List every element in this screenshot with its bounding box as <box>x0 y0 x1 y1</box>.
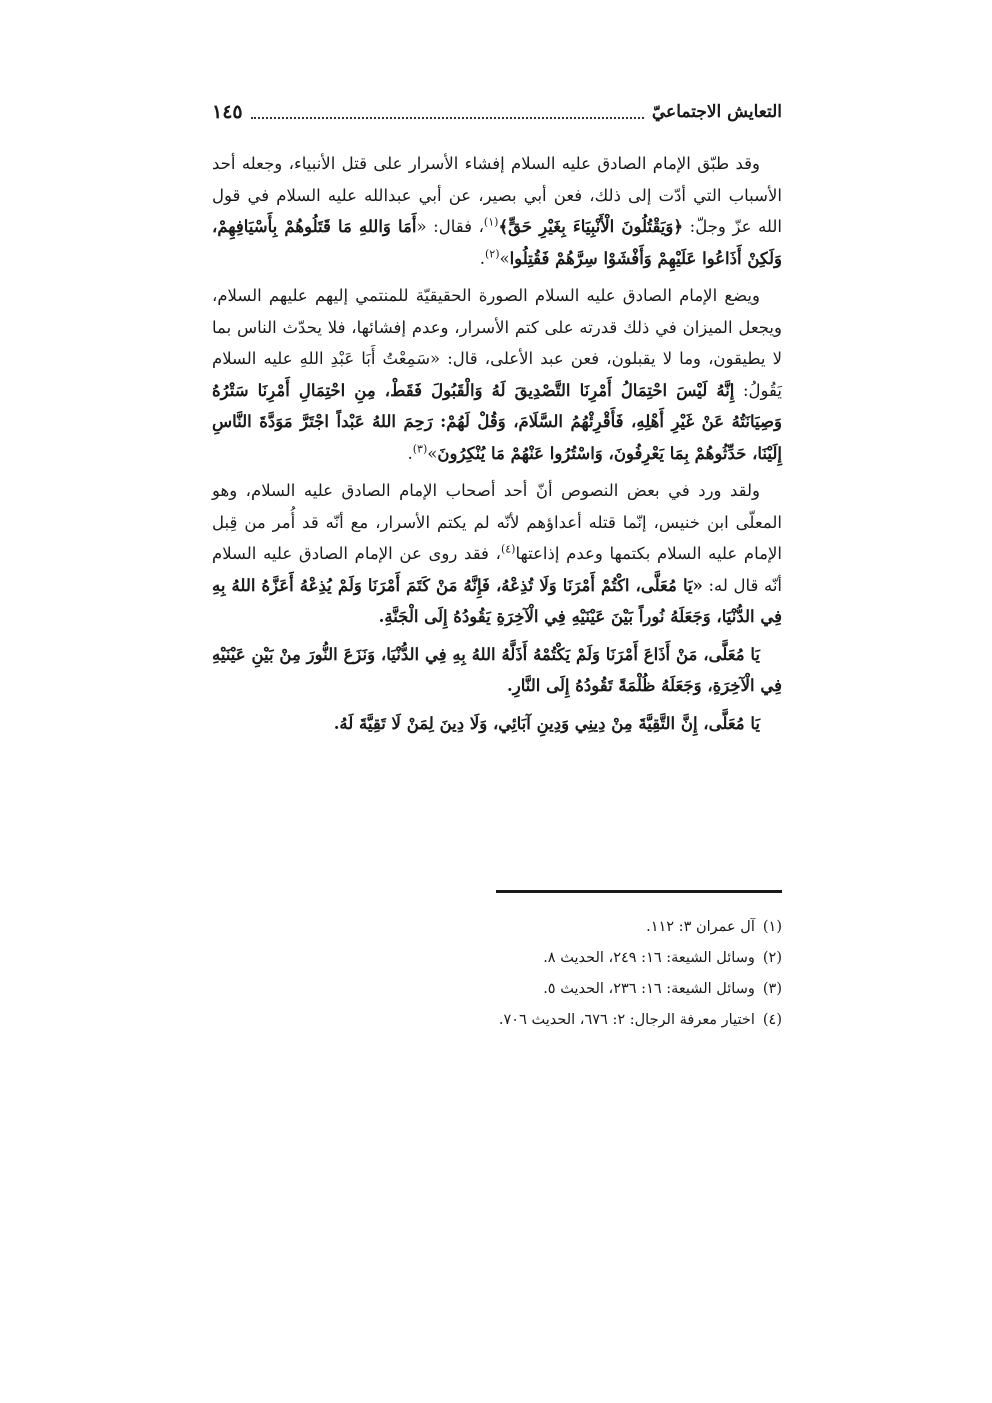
footnote-number: (١) <box>762 919 782 935</box>
hadith-quote: يَا مُعَلَّى، مَنْ أَذَاعَ أَمْرَنَا وَلَمْ يَكْتُمْهُ أَذَلَّهُ اللهُ بِهِ فِي الدُّنْيَا، وَنَزَعَ النُّورَ مِنْ بَيْنِ عَيْنَيْهِ فِي الْآخِرَةِ، وَجَعَلَهُ ظُلْمَةً تَقُودُهُ إِلَى النَّارِ. <box>212 644 782 695</box>
footnote-separator <box>496 890 782 893</box>
footnotes <box>212 912 782 1036</box>
hadith-quote: يَا مُعَلَّى، إِنَّ التَّقِيَّةَ مِنْ دِينِي وَدِينِ آبَائِي، وَلَا دِينَ لِمَنْ لَا تَقِيَّةَ لَهُ. <box>333 713 760 733</box>
paragraph-3 <box>212 475 782 633</box>
paragraph-1 <box>212 148 782 274</box>
footnote-ref-4: (٤) <box>500 542 516 556</box>
footnote-item <box>212 974 782 1005</box>
footnote-number: (٤) <box>762 1012 782 1028</box>
hadith-quote: إِنَّهُ لَيْسَ احْتِمَالُ أَمْرِنَا التَّصْدِيقَ لَهُ وَالْقَبُولَ فَقَطْ، مِنِ احْتِمَالِ أَمْرِنَا سَتْرُهُ وَصِيَانَتُهُ عَنْ غَيْرِ أَهْلِهِ، فَأَقْرِئْهُمُ السَّلَامَ، وَقُلْ لَهُمْ: رَحِمَ اللهُ عَبْداً اجْتَرَّ مَوَدَّةَ النَّاسِ إِلَيْنَا، حَدِّثُوهُمْ بِمَا يَعْرِفُونَ، وَاسْتُرُوا عَنْهُمْ مَا يُنْكِرُونَ <box>212 380 782 463</box>
paragraph-end: . <box>479 248 485 268</box>
quote-close: » <box>427 443 438 463</box>
footnote-item <box>212 1005 782 1036</box>
quran-quote: ﴿وَيَقْتُلُونَ الْأَنْبِيَاءَ بِغَيْرِ حَقٍّ﴾ <box>498 217 684 236</box>
footnote-ref-1: (١) <box>483 215 499 229</box>
paragraph-text: ، فقال: « <box>416 217 484 236</box>
footnote-ref-2: (٢) <box>484 247 500 260</box>
paragraph-text: ويضع الإمام الصادق عليه السلام الصورة الحقيقيّة للمنتمي إليهم عليهم السلام، ويجعل الميزان في ذلك قدرته على كتم الأسرار، وعدم إفشائها، فلا يحدّث الناس بما لا يطيقون، وما لا يقبلون، فعن عبد الأعلى، قال: «سَمِعْتُ أَبَا عَبْدِ اللهِ عليه السلام يَقُولُ: <box>212 286 782 400</box>
hadith-quote: أَمَا وَاللهِ مَا قَتَلُوهُمْ بِأَسْيَافِهِمْ، وَلَكِنْ أَذَاعُوا عَلَيْهِمْ وَأَفْشَوْا سِرَّهُمْ فَقُتِلُوا <box>212 217 782 268</box>
paragraph-4 <box>212 639 782 702</box>
footnote-text: اختيار معرفة الرجال: ٢: ٦٧٦، الحديث ٧٠٦. <box>498 1012 755 1028</box>
paragraph-end: . <box>407 443 413 463</box>
paragraph-text: وقد طبّق الإمام الصادق عليه السلام إفشاء الأسرار على قتل الأنبياء، وجعله أحد الأسباب التي أدّت إلى ذلك، فعن أبي بصير، عن أبي عبدالله عليه السلام في قول الله عزّ وجلّ: <box>212 154 782 236</box>
footnote-number: (٣) <box>762 981 782 997</box>
footnote-number: (٢) <box>762 950 782 966</box>
paragraph-2 <box>212 280 782 469</box>
footnote-ref-3: (٣) <box>412 442 428 455</box>
paragraph-text: ولقد ورد في بعض النصوص أنّ أحد أصحاب الإمام الصادق عليه السلام، وهو المعلّى ابن خنيس، إنّما قتله أعداؤهم لأنّه لم يكتم الأسرار، مع أنّه قد أُمر من قِبل الإمام عليه السلام بكتمها وعدم إذاعتها <box>212 481 782 563</box>
hadith-quote: «يَا مُعَلَّى، اكْتُمْ أَمْرَنَا وَلَا تُذِعْهُ، فَإِنَّهُ مَنْ كَتَمَ أَمْرَنَا وَلَمْ يُذِعْهُ أَعَزَّهُ اللهُ بِهِ فِي الدُّنْيَا، وَجَعَلَهُ نُوراً بَيْنَ عَيْنَيْهِ فِي الْآخِرَةِ يَقُودُهُ إِلَى الْجَنَّةِ. <box>212 575 782 626</box>
footnote-item <box>212 943 782 974</box>
chapter-title: التعايش الاجتماعيّ <box>651 102 782 122</box>
quote-close: » <box>499 248 510 268</box>
paragraph-text: ، فقد روى عن الإمام الصادق عليه السلام أنّه قال له: <box>212 544 782 595</box>
page-number: ١٤٥ <box>212 101 243 123</box>
footnote-item <box>212 912 782 943</box>
footnote-text: وسائل الشيعة: ١٦: ٢٣٦، الحديث ٥. <box>543 981 755 997</box>
footnote-text: وسائل الشيعة: ١٦: ٢٤٩، الحديث ٨. <box>543 950 755 966</box>
header-leader-dots <box>251 105 644 119</box>
footnote-text: آل عمران ٣: ١١٢. <box>646 919 755 935</box>
running-header <box>212 92 782 132</box>
main-text <box>212 148 782 739</box>
paragraph-5 <box>212 708 782 740</box>
